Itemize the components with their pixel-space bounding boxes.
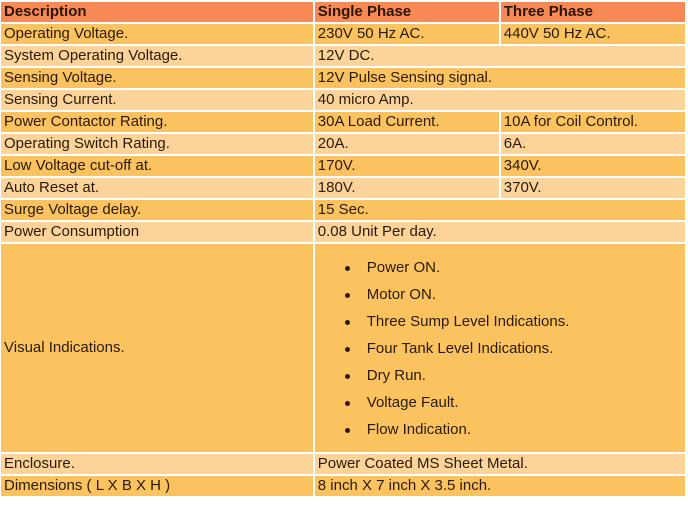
- row-label: System Operating Voltage.: [1, 46, 313, 66]
- row-value: Power Coated MS Sheet Metal.: [315, 454, 685, 474]
- row-three-value: 10A for Coil Control.: [501, 112, 685, 132]
- row-value: 40 micro Amp.: [315, 90, 685, 110]
- table-row: [1, 68, 685, 88]
- visual-indications-cell: [315, 244, 685, 452]
- row-label: Power Consumption: [1, 222, 313, 242]
- row-label: Operating Voltage.: [1, 24, 313, 44]
- list-item: Voltage Fault.: [345, 389, 683, 416]
- row-label: Enclosure.: [1, 454, 313, 474]
- table-row: [1, 134, 685, 154]
- row-value: 12V DC.: [315, 46, 685, 66]
- list-item: Power ON.: [345, 254, 683, 281]
- header-single-phase: Single Phase: [315, 2, 499, 22]
- header-description: Description: [1, 2, 313, 22]
- table-row: [1, 156, 685, 176]
- row-value: 0.08 Unit Per day.: [315, 222, 685, 242]
- row-label: Surge Voltage delay.: [1, 200, 313, 220]
- row-label: Auto Reset at.: [1, 178, 313, 198]
- row-single-value: 230V 50 Hz AC.: [315, 24, 499, 44]
- table-row: [1, 46, 685, 66]
- list-item: Four Tank Level Indications.: [345, 335, 683, 362]
- table-row: [1, 24, 685, 44]
- list-item: Flow Indication.: [345, 416, 683, 443]
- indications-list: [318, 254, 683, 443]
- row-three-value: 370V.: [501, 178, 685, 198]
- row-single-value: 170V.: [315, 156, 499, 176]
- table-row: [1, 222, 685, 242]
- row-label: Sensing Voltage.: [1, 68, 313, 88]
- table-row: [1, 200, 685, 220]
- row-label: Sensing Current.: [1, 90, 313, 110]
- row-value: 12V Pulse Sensing signal.: [315, 68, 685, 88]
- table-row: [1, 178, 685, 198]
- list-item: Motor ON.: [345, 281, 683, 308]
- row-label: Dimensions ( L X B X H ): [1, 476, 313, 496]
- header-three-phase: Three Phase: [501, 2, 685, 22]
- table-row: [1, 112, 685, 132]
- list-item: Dry Run.: [345, 362, 683, 389]
- row-three-value: 440V 50 Hz AC.: [501, 24, 685, 44]
- row-label: Visual Indications.: [1, 244, 313, 452]
- row-value: 8 inch X 7 inch X 3.5 inch.: [315, 476, 685, 496]
- row-label: Low Voltage cut-off at.: [1, 156, 313, 176]
- table-row: [1, 454, 685, 474]
- row-label: Operating Switch Rating.: [1, 134, 313, 154]
- table-row: [1, 476, 685, 496]
- row-three-value: 6A.: [501, 134, 685, 154]
- row-three-value: 340V.: [501, 156, 685, 176]
- table-row: [1, 90, 685, 110]
- row-single-value: 30A Load Current.: [315, 112, 499, 132]
- row-single-value: 20A.: [315, 134, 499, 154]
- table-header-row: [1, 2, 685, 22]
- row-single-value: 180V.: [315, 178, 499, 198]
- row-value: 15 Sec.: [315, 200, 685, 220]
- table-row-visual-indications: [1, 244, 685, 452]
- row-label: Power Contactor Rating.: [1, 112, 313, 132]
- list-item: Three Sump Level Indications.: [345, 308, 683, 335]
